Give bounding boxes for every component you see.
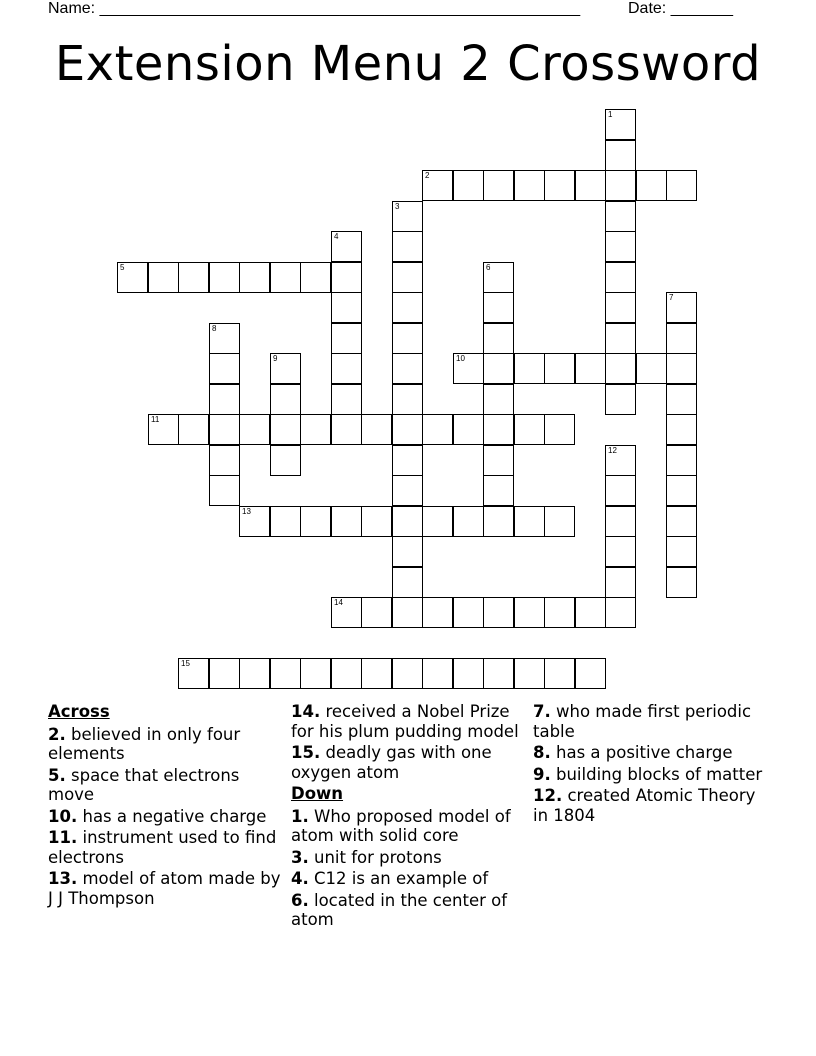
crossword-cell[interactable] [300,658,331,689]
clue-down-4: 4. C12 is an example of [291,869,489,888]
crossword-cell[interactable] [270,353,301,384]
clue-across-10: 10. has a negative charge [48,806,267,826]
crossword-cell[interactable] [392,445,423,476]
clue-across-11: 11. instrument used to find electrons [48,828,277,867]
crossword-cell[interactable] [544,597,575,628]
crossword-cell[interactable] [605,445,636,476]
crossword-cell[interactable] [392,323,423,354]
clue-number: 10 [456,354,465,363]
crossword-cell[interactable] [666,536,697,567]
crossword-cell[interactable] [361,414,392,445]
clue-number: 13 [242,507,251,516]
crossword-cell[interactable] [666,353,697,384]
crossword-cell[interactable] [392,201,423,232]
crossword-cell[interactable] [239,506,270,537]
crossword-cell[interactable] [331,384,362,415]
crossword-cell[interactable] [666,170,697,201]
crossword-cell[interactable] [605,384,636,415]
crossword-cell[interactable] [178,262,209,293]
crossword-cell[interactable] [575,597,606,628]
crossword-cell[interactable] [483,445,514,476]
crossword-cell[interactable] [209,414,240,445]
crossword-cell[interactable] [209,475,240,506]
crossword-cell[interactable] [605,262,636,293]
crossword-cell[interactable] [514,506,545,537]
crossword-cell[interactable] [453,506,484,537]
clue-across-5: 5. space that electrons move [48,765,240,804]
crossword-cell[interactable] [483,292,514,323]
clue-number: 12 [608,446,617,455]
crossword-cell[interactable] [453,414,484,445]
crossword-cell[interactable] [666,414,697,445]
crossword-cell[interactable] [483,353,514,384]
crossword-cell[interactable] [331,506,362,537]
clue-number: 11 [151,415,160,424]
crossword-cell[interactable] [514,170,545,201]
crossword-cell[interactable] [209,262,240,293]
clue-across-13: 13. model of atom made by J J Thompson [48,869,281,908]
crossword-cell[interactable] [361,597,392,628]
crossword-cell[interactable] [666,384,697,415]
crossword-cell[interactable] [483,170,514,201]
crossword-cell[interactable] [392,231,423,262]
across-heading: Across [48,702,110,721]
crossword-cell[interactable] [422,658,453,689]
crossword-cell[interactable] [666,506,697,537]
clue-number: 8 [212,324,217,333]
crossword-cell[interactable] [392,536,423,567]
crossword-cell[interactable] [331,597,362,628]
crossword-cell[interactable] [422,506,453,537]
crossword-cell[interactable] [392,262,423,293]
crossword-cell[interactable] [483,384,514,415]
crossword-cell[interactable] [666,567,697,598]
crossword-cell[interactable] [209,323,240,354]
crossword-cell[interactable] [605,597,636,628]
crossword-cell[interactable] [331,414,362,445]
clue-across-2: 2. believed in only four elements [48,724,241,763]
crossword-cell[interactable] [392,353,423,384]
crossword-cell[interactable] [331,231,362,262]
crossword-cell[interactable] [575,170,606,201]
crossword-cell[interactable] [300,506,331,537]
crossword-cell[interactable] [331,262,362,293]
clue-across-14: 14. received a Nobel Prize for his plum pudding model [291,702,519,741]
crossword-cell[interactable] [239,262,270,293]
crossword-cell[interactable] [270,445,301,476]
clue-number: 7 [669,293,674,302]
clue-down-1: 1. Who proposed model of atom with solid core [291,806,511,845]
crossword-cell[interactable] [392,658,423,689]
crossword-cell[interactable] [239,414,270,445]
crossword-cell[interactable] [178,414,209,445]
crossword-cell[interactable] [605,323,636,354]
clue-column-1 [48,702,288,910]
crossword-cell[interactable] [270,658,301,689]
clue-down-6: 6. located in the center of atom [291,890,508,929]
crossword-cell[interactable] [392,597,423,628]
clue-column-2 [291,702,531,932]
crossword-cell[interactable] [392,384,423,415]
clue-down-7: 7. who made first periodic table [533,702,752,741]
crossword-cell[interactable] [514,414,545,445]
crossword-cell[interactable] [483,506,514,537]
crossword-cell[interactable] [544,414,575,445]
crossword-cell[interactable] [514,658,545,689]
crossword-cell[interactable] [666,323,697,354]
crossword-cell[interactable] [544,170,575,201]
crossword-cell[interactable] [605,475,636,506]
clue-number: 4 [334,232,339,241]
crossword-cell[interactable] [209,445,240,476]
crossword-cell[interactable] [605,140,636,171]
crossword-cell[interactable] [361,506,392,537]
clue-number: 6 [486,263,491,272]
crossword-cell[interactable] [453,658,484,689]
clue-down-9: 9. building blocks of matter [533,764,763,784]
clue-down-3: 3. unit for protons [291,847,442,867]
crossword-cell[interactable] [422,414,453,445]
crossword-cell[interactable] [392,292,423,323]
clue-number: 14 [334,598,343,607]
clue-column-3 [533,702,773,827]
date-field[interactable]: Date: _______ [628,0,733,17]
crossword-cell[interactable] [148,262,179,293]
clue-number: 2 [425,171,430,180]
clue-down-12: 12. created Atomic Theory in 1804 [533,786,756,825]
crossword-cell[interactable] [178,658,209,689]
crossword-cell[interactable] [544,658,575,689]
crossword-cell[interactable] [331,658,362,689]
page-title: Extension Menu 2 Crossword [54,36,762,92]
crossword-cell[interactable] [270,506,301,537]
crossword-cell[interactable] [209,384,240,415]
crossword-cell[interactable] [575,353,606,384]
crossword-cell[interactable] [636,353,667,384]
crossword-cell[interactable] [605,353,636,384]
clue-number: 9 [273,354,278,363]
clue-across-15: 15. deadly gas with one oxygen atom [291,743,492,782]
crossword-cell[interactable] [453,597,484,628]
crossword-cell[interactable] [392,475,423,506]
crossword-cell[interactable] [514,597,545,628]
crossword-cell[interactable] [666,475,697,506]
crossword-cell[interactable] [666,292,697,323]
crossword-cell[interactable] [300,262,331,293]
crossword-cell[interactable] [483,262,514,293]
crossword-cell[interactable] [270,384,301,415]
crossword-cell[interactable] [392,414,423,445]
clue-down-8: 8. has a positive charge [533,743,733,762]
crossword-cell[interactable] [636,170,667,201]
crossword-cell[interactable] [270,414,301,445]
crossword-cell[interactable] [605,170,636,201]
crossword-cell[interactable] [270,262,301,293]
crossword-cell[interactable] [453,353,484,384]
crossword-cell[interactable] [483,475,514,506]
crossword-cell[interactable] [605,292,636,323]
crossword-cell[interactable] [514,353,545,384]
crossword-cell[interactable] [666,445,697,476]
crossword-cell[interactable] [422,170,453,201]
crossword-cell[interactable] [300,414,331,445]
down-heading: Down [291,784,344,803]
crossword-cell[interactable] [361,658,392,689]
clue-number: 1 [608,110,613,119]
crossword-cell[interactable] [422,597,453,628]
crossword-cell[interactable] [148,414,179,445]
crossword-cell[interactable] [483,323,514,354]
clue-number: 3 [395,202,400,211]
crossword-cell[interactable] [605,201,636,232]
clue-number: 15 [181,659,190,668]
crossword-cell[interactable] [331,353,362,384]
crossword-cell[interactable] [605,567,636,598]
crossword-cell[interactable] [331,323,362,354]
crossword-cell[interactable] [544,353,575,384]
crossword-cell[interactable] [117,262,148,293]
crossword-cell[interactable] [605,506,636,537]
crossword-cell[interactable] [605,536,636,567]
crossword-cell[interactable] [483,658,514,689]
crossword-cell[interactable] [544,506,575,537]
crossword-cell[interactable] [209,658,240,689]
crossword-cell[interactable] [392,506,423,537]
crossword-cell[interactable] [483,597,514,628]
crossword-cell[interactable] [483,414,514,445]
crossword-cell[interactable] [605,231,636,262]
crossword-cell[interactable] [575,658,606,689]
name-field[interactable]: Name: ______________________________________________________ [48,0,581,17]
crossword-cell[interactable] [605,109,636,140]
crossword-cell[interactable] [331,292,362,323]
crossword-cell[interactable] [392,567,423,598]
crossword-cell[interactable] [209,353,240,384]
clue-number: 5 [120,263,125,272]
crossword-cell[interactable] [453,170,484,201]
crossword-cell[interactable] [239,658,270,689]
